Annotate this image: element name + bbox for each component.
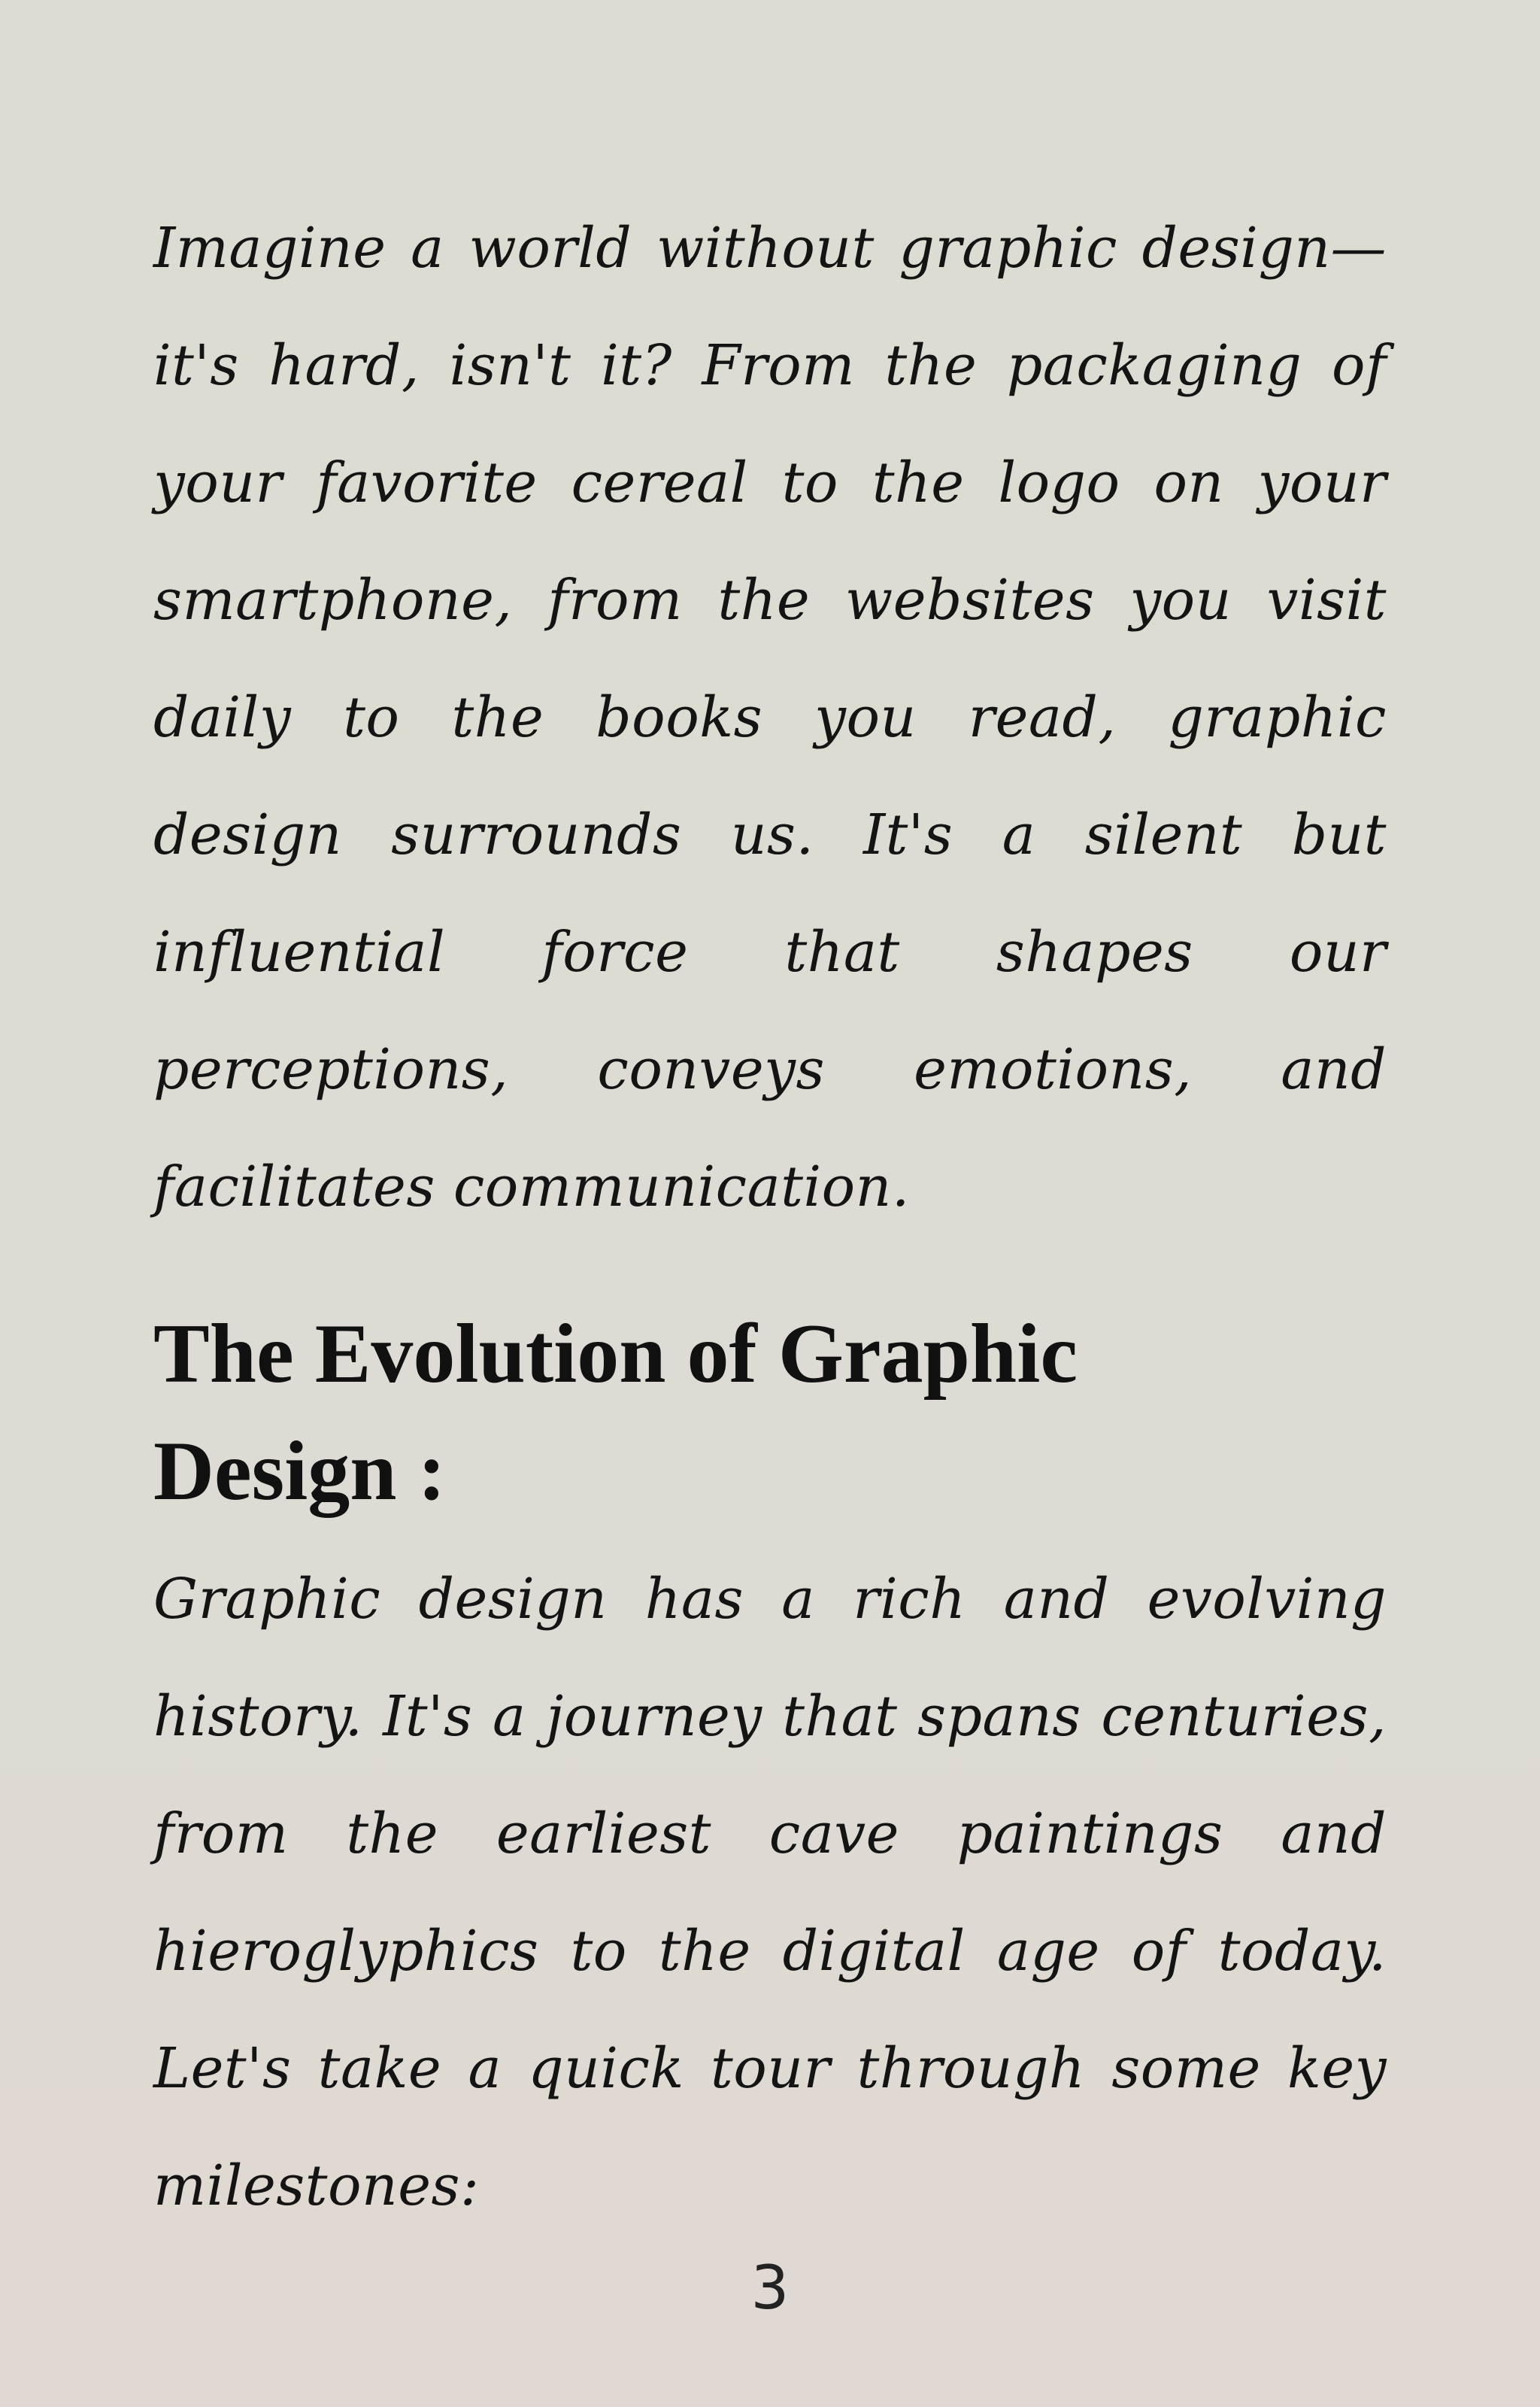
page-content	[153, 190, 1387, 2245]
section-heading: The Evolution of Graphic Design :	[153, 1307, 1078, 1518]
page-number: 3	[750, 2253, 790, 2323]
section-paragraph: Graphic design has a rich and evolving history. It's a journey that spans centuries, from the earliest cave paintings and hieroglyphics to the digital age of today. Let's take a quick tour through some key milestones:	[153, 1567, 1387, 2218]
intro-paragraph: Imagine a world without graphic design—it's hard, isn't it? From the packaging of your favorite cereal to the logo on your smartphone, from the websites you visit daily to the books you read, graphic design surrounds us. It's a silent but influential force that shapes our perceptions, conveys emotions, and facilitates communication.	[153, 216, 1387, 1219]
